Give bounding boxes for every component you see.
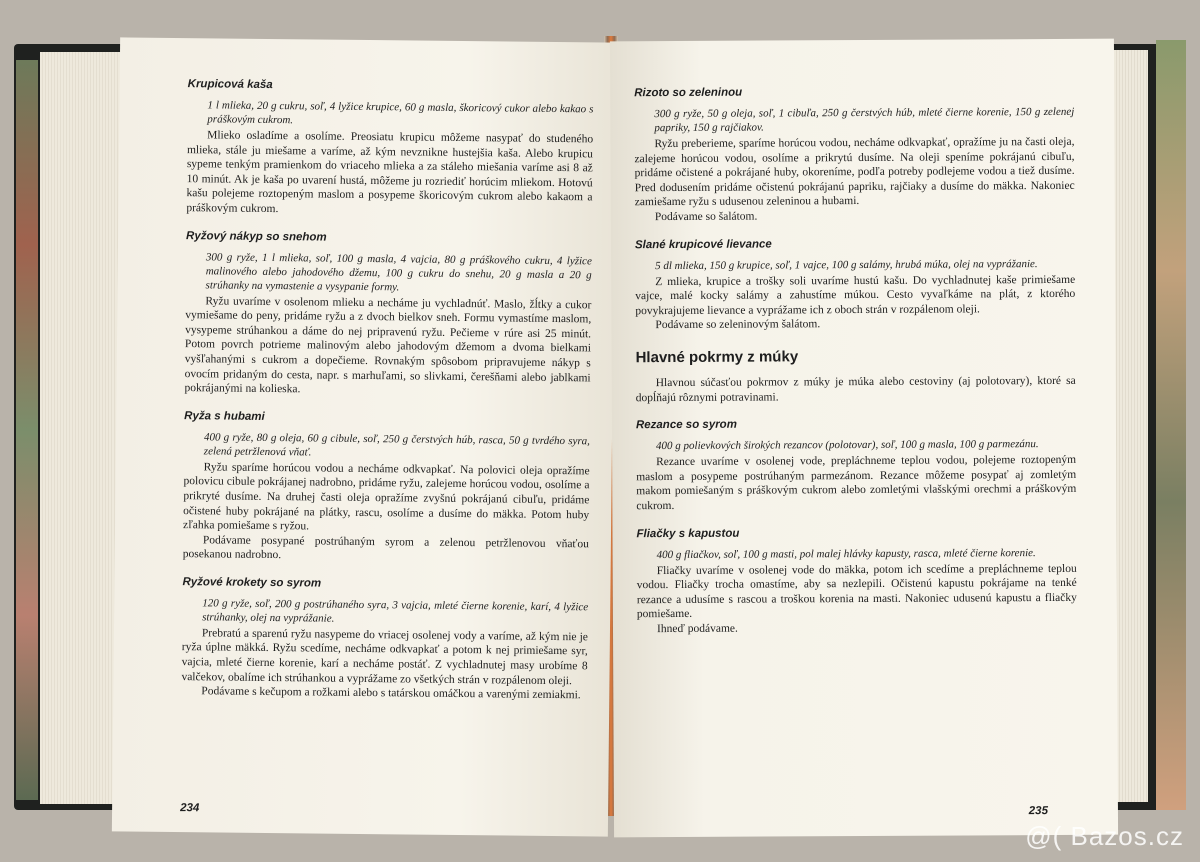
page-number: 235 <box>1028 805 1048 818</box>
recipe-instructions: Ryžu preberieme, sparíme horúcou vodou, necháme odkvapkať, opražíme ju na časti oleja, zalejeme horúcou vodou, osolíme a prikrytú dusíme. Na oleji speníme pokrájanú cibuľu, pridáme očistené a pokrájané huby, okoreníme, podľa potreby podlejeme vodou a tiež dusíme. Pred dodusením pridáme očistenú pokrájanú papriku, rajčiaky a dusíme do mäkka. Nakoniec zamiešame ryžu s udusenou zeleninou a hubami. <box>634 135 1075 209</box>
recipe-ingredients: 1 l mlieka, 20 g cukru, soľ, 4 lyžice krupice, 60 g masla, škoricový cukor alebo kakao s práškovým cukrom. <box>207 99 594 127</box>
recipe-title: Ryžový nákyp so snehom <box>186 229 327 244</box>
recipe-ingredients: 120 g ryže, soľ, 200 g postrúhaného syra, 3 vajcia, mleté čierne korenie, karí, 4 lyžice strúhanky, olej na vyprážanie. <box>202 597 589 625</box>
watermark: @( Bazos.cz <box>1025 821 1184 851</box>
recipe-serving: Podávame so zeleninovým šalátom. <box>655 318 821 332</box>
recipe-instructions: Ryžu uvaríme v osolenom mlieku a necháme ju vychladnúť. Maslo, žĺtky a cukor vymiešame do peny, pridáme ryžu a z dvoch bielkov sneh. Formu vymastíme maslom, vysypeme strúhankou a dáme do nej pripravenú ryžu. Pečieme v rúre asi 25 minút. Potom povrch potrieme malinovým alebo jahodovým džemom a dvoma bielkami vyšľahanými s cukrom a dopečieme. Rovnakým spôsobom pripravujeme nákyp s ovocím pridaným do cesta, napr. s marhuľami, so slivkami, čerešňami alebo jablkami pokrájanými na kolieska. <box>184 294 592 396</box>
recipe-title: Fliačky s kapustou <box>636 527 740 540</box>
section-title: Hlavné pokrmy z múky <box>635 348 799 367</box>
book-edge-left <box>16 60 38 800</box>
section-intro: Hlavnou súčasťou pokrmov z múky je múka alebo cestoviny (aj polotovary), ktoré sa dopĺňajú rôznymi potravinami. <box>635 374 1076 404</box>
recipe-serving: Podávame s kečupom a rožkami alebo s tatárskou omáčkou a varenými zemiakmi. <box>201 685 581 702</box>
page-stack-left <box>40 52 124 804</box>
recipe-title: Ryža s hubami <box>184 409 265 423</box>
recipe-ingredients: 300 g ryže, 50 g oleja, soľ, 1 cibuľa, 250 g čerstvých húb, mleté čierne korenie, 150 g zelenej papriky, 150 g rajčiakov. <box>654 105 1075 135</box>
recipe-instructions: Mlieko osladíme a osolíme. Preosiatu krupicu môžeme nasypať do studeného mlieka, stále ju miešame a varíme, až kým nevznikne hustejšia kaša. Alebo krupicu sypeme tenkým pramienkom do vriaceho mlieka a za stáleho miešania varíme asi 8 až 10 minút. Ak je kaša po uvarení hustá, môžeme ju rozriediť horúcim mliekom. Hotovú kašu polejeme roztopeným maslom a posypeme škoricovým cukrom alebo kakaom a práškovým cukrom. <box>186 129 594 216</box>
recipe-ingredients: 300 g ryže, 1 l mlieka, soľ, 100 g masla, 4 vajcia, 80 g práškového cukru, 4 lyžice malinového alebo jahodového džemu, 100 g cukru do snehu, 20 g masla a 20 g strúhanky na vymastenie a vysypanie formy. <box>205 250 592 293</box>
recipe <box>634 85 1075 225</box>
recipe-instructions: Rezance uvaríme v osolenej vode, prepláchneme teplou vodou, polejeme roztopeným maslom a posypeme postrúhaným parmezánom. Rezance môžeme posypať aj zomletým makom pomiešaným s práškovým cukrom alebo zomletými vlašskými orechmi a práškovým cukrom. <box>636 454 1077 513</box>
recipe-ingredients: 5 dl mlieka, 150 g krupice, soľ, 1 vajce, 100 g salámy, hrubá múka, olej na vyprážanie. <box>655 257 1038 272</box>
recipe <box>635 236 1075 333</box>
recipe-ingredients: 400 g polievkových širokých rezancov (polotovar), soľ, 100 g masla, 100 g parmezánu. <box>656 438 1039 453</box>
recipe-ingredients: 400 g fliačkov, soľ, 100 g masti, pol malej hlávky kapusty, rasca, mleté čierne korenie. <box>656 546 1036 561</box>
recipe <box>183 410 591 566</box>
recipe-title: Slané krupicové lievance <box>634 238 772 251</box>
right-page <box>610 39 1118 838</box>
recipe-instructions: Ryžu sparíme horúcou vodou a necháme odkvapkať. Na polovici oleja opražíme polovicu cibule pokrájanej nadrobno, pridáme ryžu, zalejeme horúcou vodou, osolíme a prikryté dusíme. Na druhej časti oleja opražíme zvyšnú pokrájanú cibuľu, pridáme očistené huby pokrájané na plátky, rascu, osolíme a dusíme do mäkka. Potom huby zľahka pomiešame s ryžou. <box>183 461 590 533</box>
recipe-serving: Podávame so šalátom. <box>654 210 758 224</box>
recipe <box>181 576 588 703</box>
recipe <box>186 78 593 220</box>
recipe-serving: Ihneď podávame. <box>656 622 738 635</box>
recipe <box>184 230 592 400</box>
recipe-instructions: Prebratú a sparenú ryžu nasypeme do vriacej osolenej vody a varíme, až kým nie je ryža úplne mäkká. Ryžu scedíme, necháme odkvapkať a potom k nej primiešame syr, vajcia, mleté čierne korenie, karí a necháme postáť. Z vychladnutej masy urobíme 8 valčekov, obalíme ich strúhankou a vyprážame zo všetkých strán v rozpálenom oleji. <box>181 627 588 687</box>
recipe-title: Rizoto so zeleninou <box>634 86 743 100</box>
recipe-ingredients: 400 g ryže, 80 g oleja, 60 g cibule, soľ, 250 g čerstvých húb, rasca, 50 g tvrdého syra, zelená petržlenová vňať. <box>203 431 591 459</box>
recipe-title: Ryžové krokety so syrom <box>182 575 322 590</box>
left-page <box>112 37 616 836</box>
recipe-title: Rezance so syrom <box>635 418 737 432</box>
book-edge-right <box>1156 40 1186 810</box>
recipe-instructions: Fliačky uvaríme v osolenej vode do mäkka, potom ich scedíme a prepláchneme teplou vodou. Fliačky trocha omastíme, aby sa nezlepili. Očistenú kapustu pokrájame na tenké rezance a udusíme s rascou a troškou korenia na masti. Nakoniec udusenú kapustu a fliačky pomiešame. <box>636 562 1077 621</box>
page-number: 234 <box>180 802 200 815</box>
recipe-instructions: Z mlieka, krupice a trošky soli uvaríme hustú kašu. Do vychladnutej kaše primiešame vajce, malé kocky salámy a zahustíme múkou. Cesto vyvaľkáme na plát, z ktorého povykrajujeme lievance a vyprážame ich z oboch strán v rozpálenom oleji. <box>635 273 1076 317</box>
recipe <box>636 417 1076 514</box>
recipe-title: Krupicová kaša <box>187 78 273 92</box>
recipe-serving: Podávame posypané postrúhaným syrom a zelenou petržlenovou vňaťou posekanou nadrobno. <box>182 534 589 562</box>
recipe <box>636 525 1077 636</box>
